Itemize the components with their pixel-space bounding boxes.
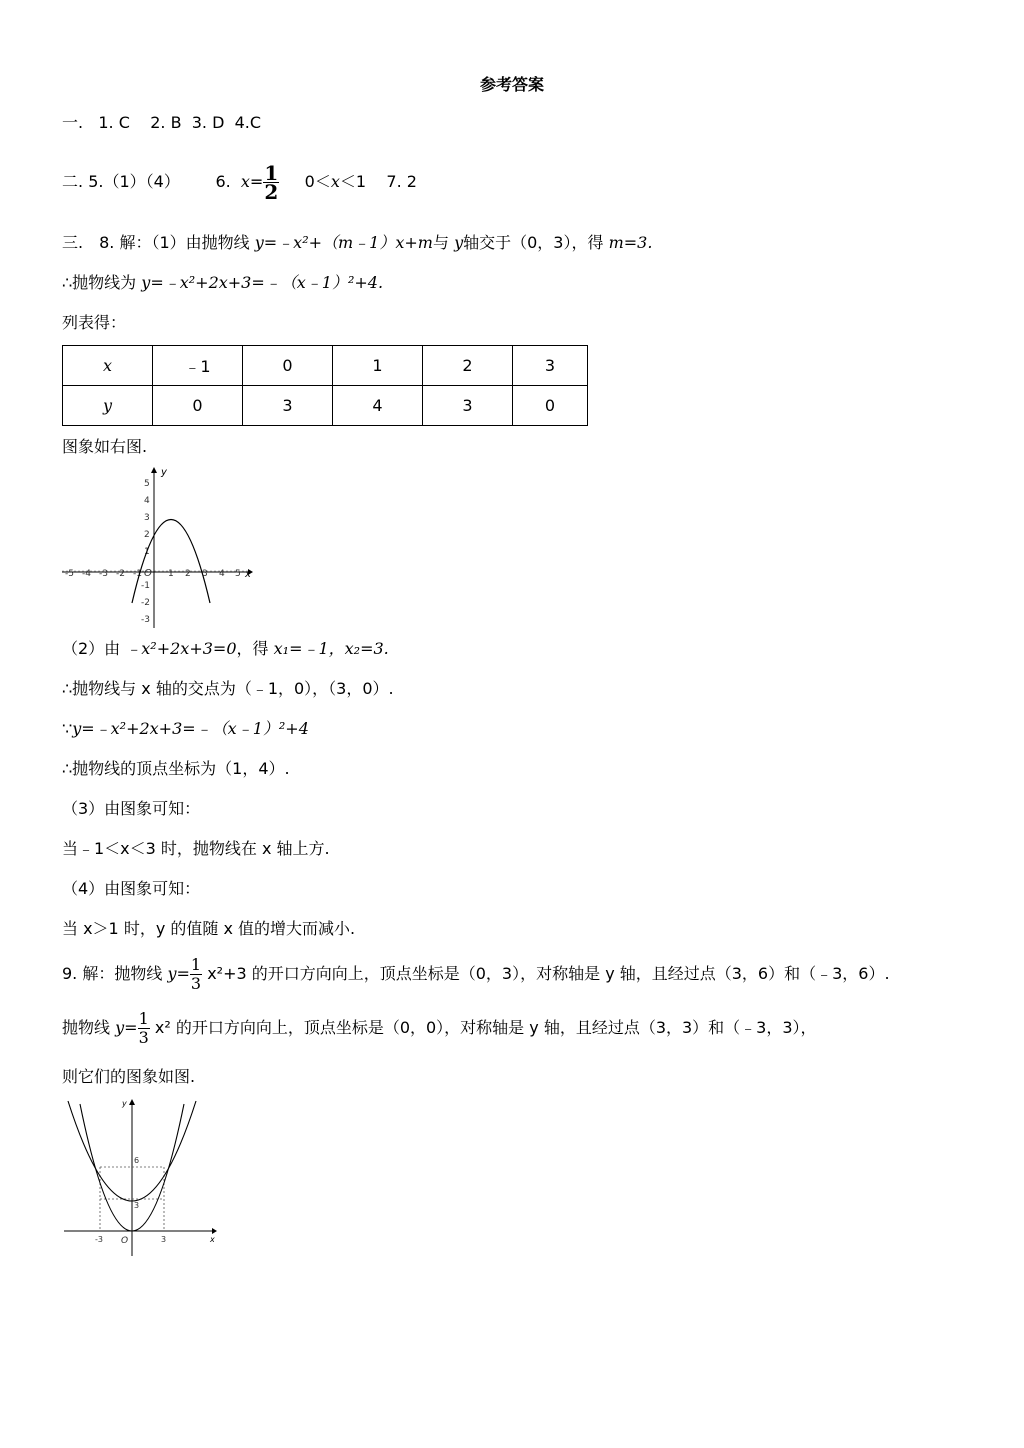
origin-label: O	[144, 568, 152, 579]
x-tick: 1	[168, 569, 174, 579]
q8-because: ∵y=﹣x²+2x+3=﹣（x﹣1）²+4	[62, 719, 309, 738]
y-tick: -3	[141, 615, 150, 625]
y-tick: 3	[144, 513, 150, 523]
y-axis-arrow	[129, 1099, 135, 1105]
y-tick: -2	[141, 598, 150, 608]
y-tick: 6	[134, 1156, 140, 1165]
x-tick: -1	[133, 569, 142, 579]
x-tick: 2	[185, 569, 191, 579]
y-tick: 2	[144, 530, 150, 540]
q9-line1: 9. 解：抛物线 y= $\frac{1}{3}$ x²+3 的开口方向向上，顶点坐标是（0，3），对称轴是 y 轴，且经过点（3，6）和（﹣3，6）.	[62, 955, 890, 993]
x-tick: -3	[99, 569, 108, 579]
q8-parabola: ∴抛物线为 y=﹣x²+2x+3=﹣（x﹣1）²+4.	[62, 273, 384, 292]
q9-line2: 抛物线 y= $\frac{1}{3}$ x² 的开口方向向上，顶点坐标是（0，0），对称轴是 y 轴，且经过点（3，3）和（﹣3，3），	[62, 1009, 817, 1047]
y-axis-arrow	[151, 467, 157, 473]
page-title: 参考答案	[479, 75, 544, 94]
table-label: 列表得：	[62, 313, 127, 332]
x-axis-arrow	[212, 1228, 217, 1234]
x-tick: 3	[202, 569, 208, 579]
x-axis-label: x	[245, 569, 251, 580]
q8-part3-label: （3）由图象可知：	[62, 799, 201, 818]
x-tick: 3	[161, 1235, 167, 1244]
x-axis-label: x	[210, 1235, 215, 1244]
q8-intersections: ∴抛物线与 x 轴的交点为（﹣1，0），（3，0）.	[62, 679, 394, 698]
q8-intro: 三. 8. 解：（1）由抛物线 y=﹣x²+（m﹣1）x+m与 y轴交于（0，3），得 m=3.	[62, 233, 653, 252]
section1-answers: 一. 1. C 2. B 3. D 4.C	[62, 113, 262, 132]
y-tick: 1	[144, 547, 150, 557]
q8-part3-text: 当﹣1＜x＜3 时，抛物线在 x 轴上方.	[62, 839, 330, 858]
q8-part2: （2）由 ﹣x²+2x+3=0，得 x₁=﹣1，x₂=3.	[62, 639, 389, 658]
y-tick: -1	[141, 581, 150, 591]
fraction-one-third: $\frac{1}{3}$	[138, 1009, 149, 1047]
graph1-parabola	[60, 463, 260, 633]
x-tick: -4	[82, 569, 91, 579]
fraction-one-half: $\frac{1}{2}$	[264, 161, 279, 204]
x-tick: 4	[219, 569, 225, 579]
graph2-parabolas	[60, 1096, 225, 1258]
table-row: y 0 3 4 3 0	[63, 386, 588, 426]
x-tick: -3	[95, 1235, 103, 1244]
x-tick: -2	[116, 569, 125, 579]
q8-vertex: ∴抛物线的顶点坐标为（1，4）.	[62, 759, 290, 778]
fraction-one-third: $\frac{1}{3}$	[190, 955, 202, 993]
x-tick: 5	[235, 569, 241, 579]
origin-label: O	[121, 1236, 129, 1246]
graph-note: 图象如右图.	[62, 437, 148, 456]
y-axis-label: y	[161, 467, 167, 478]
y-axis-label: y	[122, 1099, 127, 1108]
q8-part4-label: （4）由图象可知：	[62, 879, 201, 898]
q9-line3: 则它们的图象如图.	[62, 1067, 196, 1086]
y-tick: 4	[144, 496, 150, 506]
y-tick: 5	[144, 479, 150, 489]
section2-answers: 二. 5.（1）（4） 6. x= $\frac{1}{2}$ 0＜x＜1 7. 2	[62, 161, 417, 204]
value-table	[62, 345, 588, 426]
table-row: x ﹣1 0 1 2 3	[63, 346, 588, 386]
y-tick: 3	[134, 1201, 140, 1210]
q8-part4-text: 当 x＞1 时，y 的值随 x 值的增大而减小.	[62, 919, 356, 938]
x-tick: -5	[65, 569, 74, 579]
